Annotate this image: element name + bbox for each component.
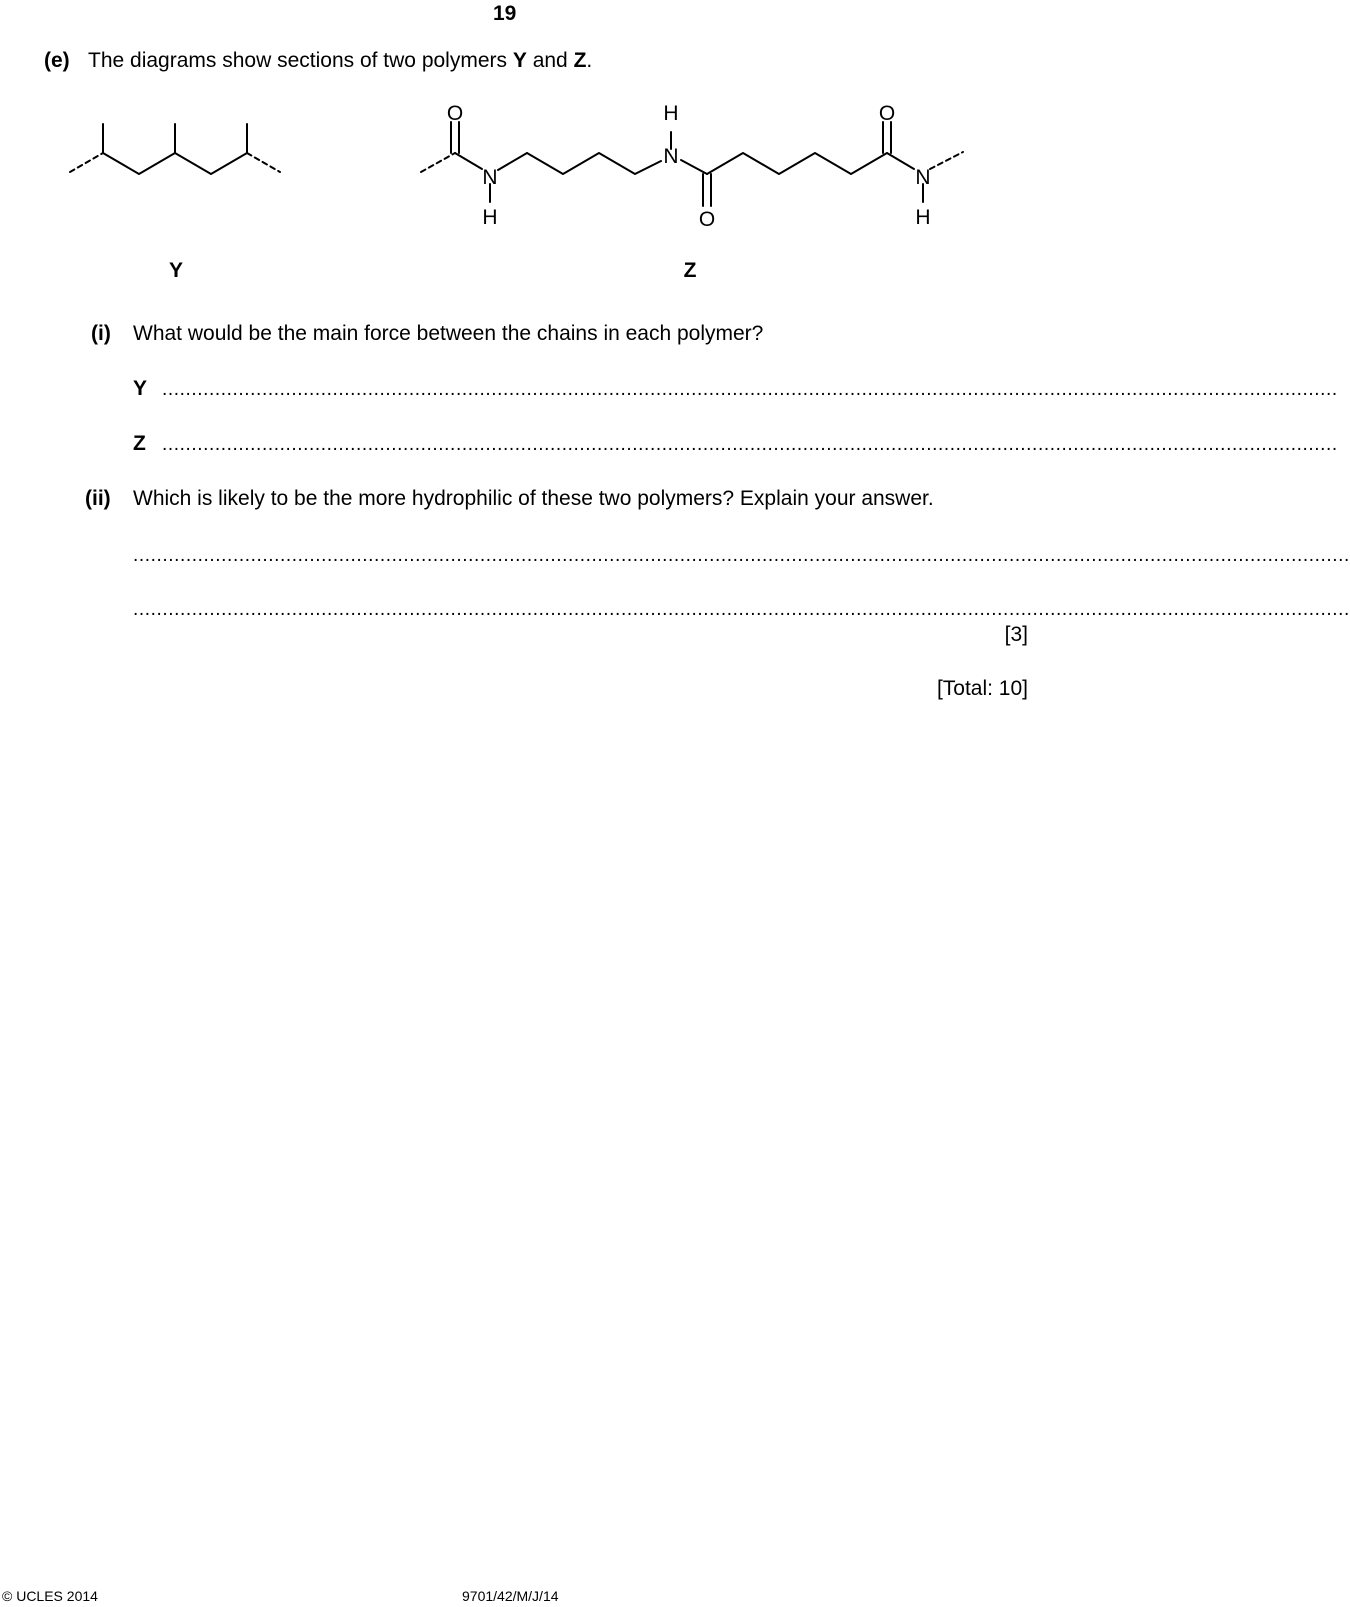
footer-copyright: © UCLES 2014 (2, 1588, 98, 1604)
q1-z-label: Z (133, 432, 146, 455)
marks: [3] (1004, 623, 1028, 646)
polymer-diagrams (0, 0, 1032, 300)
z-atom-n-3: N (915, 166, 931, 189)
intro-text: The diagrams show sections of two polymers (88, 49, 513, 72)
q1-label: (i) (91, 322, 111, 345)
z-atom-n-1: N (482, 166, 498, 189)
q2-label: (ii) (85, 487, 111, 510)
z-atom-o-3: O (878, 102, 896, 125)
intro-period: . (586, 49, 593, 72)
page-number: 19 (493, 2, 517, 25)
z-atom-h-2: H (663, 102, 679, 125)
label-y: Y (168, 259, 184, 282)
q2-text: Which is likely to be the more hydrophilic of these two polymers? Explain your answer. (133, 487, 934, 510)
answer-line-2[interactable]: ............................................................................................................................................................................................................... (133, 599, 1350, 620)
answer-line-1[interactable]: ............................................................................................................................................................................................................... (133, 545, 1350, 566)
z-atom-o-1: O (446, 102, 464, 125)
z-atom-h-1: H (482, 206, 498, 229)
z-atom-n-2: N (663, 145, 679, 168)
intro-y: Y (512, 49, 527, 72)
part-label: (e) (44, 49, 70, 72)
q1-y-label: Y (133, 377, 148, 400)
polymer-z-structure (421, 122, 963, 206)
polymer-y-structure (70, 124, 280, 174)
answer-line-z[interactable]: ........................................................................................................................................................................................................ (162, 434, 1338, 455)
total-marks: [Total: 10] (936, 677, 1028, 700)
q1-text: What would be the main force between the chains in each polymer? (133, 322, 764, 345)
footer-code: 9701/42/M/J/14 (462, 1588, 559, 1604)
intro-and: and (526, 49, 574, 72)
label-z: Z (683, 259, 697, 282)
intro-z: Z (573, 49, 587, 72)
z-atom-o-2: O (698, 208, 716, 231)
z-atom-h-3: H (915, 206, 931, 229)
answer-line-y[interactable]: ........................................................................................................................................................................................................ (162, 379, 1338, 400)
